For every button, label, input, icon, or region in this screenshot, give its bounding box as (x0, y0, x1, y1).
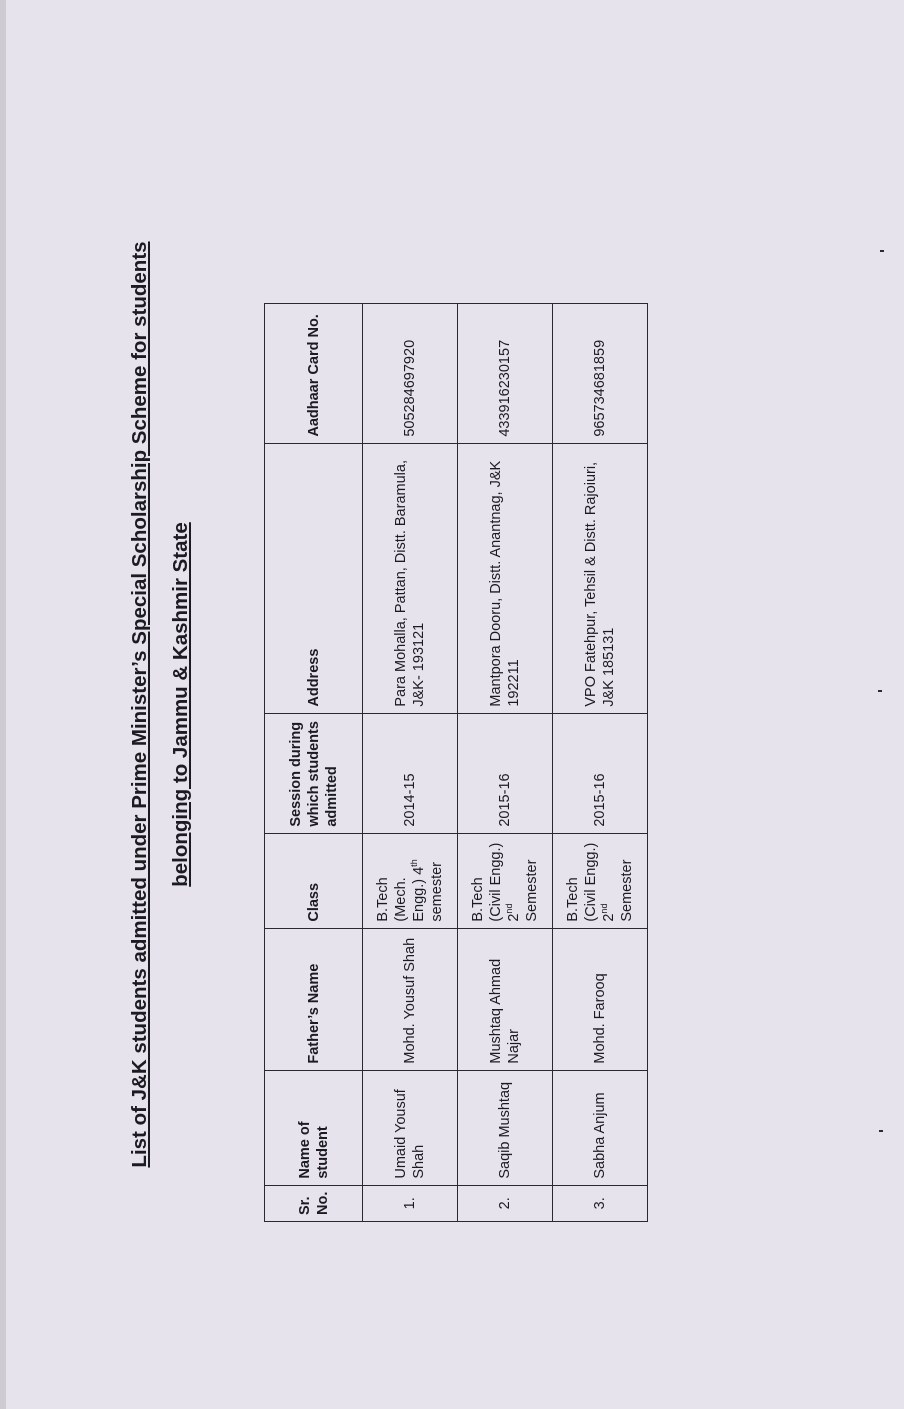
students-table (264, 303, 648, 1222)
cell-class (553, 833, 648, 928)
class-line: (Civil Engg.) (488, 842, 504, 922)
cell-class (363, 833, 458, 928)
cell-session: 2014-15 (363, 713, 458, 833)
header-name-of-student: Name of student (265, 1070, 363, 1185)
cell-name: Saqib Mushtaq (458, 1070, 553, 1185)
header-fathers-name: Father’s Name (265, 928, 363, 1070)
cell-address: Para Mohalla, Pattan, Distt. Baramula, J&K- 193121 (363, 443, 458, 713)
cell-session: 2015-16 (553, 713, 648, 833)
cell-father: Mohd. Yousuf Shah (363, 928, 458, 1070)
table-header-row (265, 303, 363, 1221)
header-aadhaar: Aadhaar Card No. (265, 303, 363, 443)
cell-session: 2015-16 (458, 713, 553, 833)
header-sr-no: Sr. No. (265, 1185, 363, 1221)
cell-class (458, 833, 553, 928)
class-text: Engg.) 4 (411, 866, 427, 922)
cell-name: Sabha Anjum (553, 1070, 648, 1185)
class-line (505, 840, 523, 922)
document-title-line-1: List of J&K students admitted under Prime Minister’s Special Scholarship Scheme for students (128, 241, 151, 1168)
class-line: B.Tech (565, 877, 581, 922)
class-line: B.Tech (470, 877, 486, 922)
cell-aadhaar: 433916230157 (458, 303, 553, 443)
cell-aadhaar: 505284697920 (363, 303, 458, 443)
header-session: Session during which students admitted (265, 713, 363, 833)
ordinal-suffix: th (409, 859, 420, 867)
document-title-line-2: belonging to Jammu & Kashmir State (169, 522, 192, 887)
class-line: (Mech. (393, 877, 409, 922)
cell-address: VPO Fatehpur, Tehsil & Distt. Rajoiuri, J&K 185131 (553, 443, 648, 713)
ordinal-suffix: nd (599, 903, 610, 914)
cell-sr: 2. (458, 1185, 553, 1221)
cell-father: Mushtaq Ahmad Najar (458, 928, 553, 1070)
cell-address: Mantpora Dooru, Distt. Anantnag, J&K 192211 (458, 443, 553, 713)
cell-name: Umaid Yousuf Shah (363, 1070, 458, 1185)
class-line (410, 840, 428, 922)
header-address: Address (265, 443, 363, 713)
table-row (363, 303, 458, 1221)
header-class: Class (265, 833, 363, 928)
cell-aadhaar: 965734681859 (553, 303, 648, 443)
table-row (458, 303, 553, 1221)
class-line: Semester (619, 859, 635, 922)
class-text: 2 (601, 913, 617, 922)
class-line: semester (429, 862, 445, 922)
cell-sr: 1. (363, 1185, 458, 1221)
ordinal-suffix: nd (504, 903, 515, 914)
class-text: 2 (506, 913, 522, 922)
cell-father: Mohd. Farooq (553, 928, 648, 1070)
class-line: Semester (524, 859, 540, 922)
class-line: B.Tech (375, 877, 391, 922)
class-line: (Civil Engg.) (583, 842, 599, 922)
cell-sr: 3. (553, 1185, 648, 1221)
table-row (553, 303, 648, 1221)
class-line (600, 840, 618, 922)
